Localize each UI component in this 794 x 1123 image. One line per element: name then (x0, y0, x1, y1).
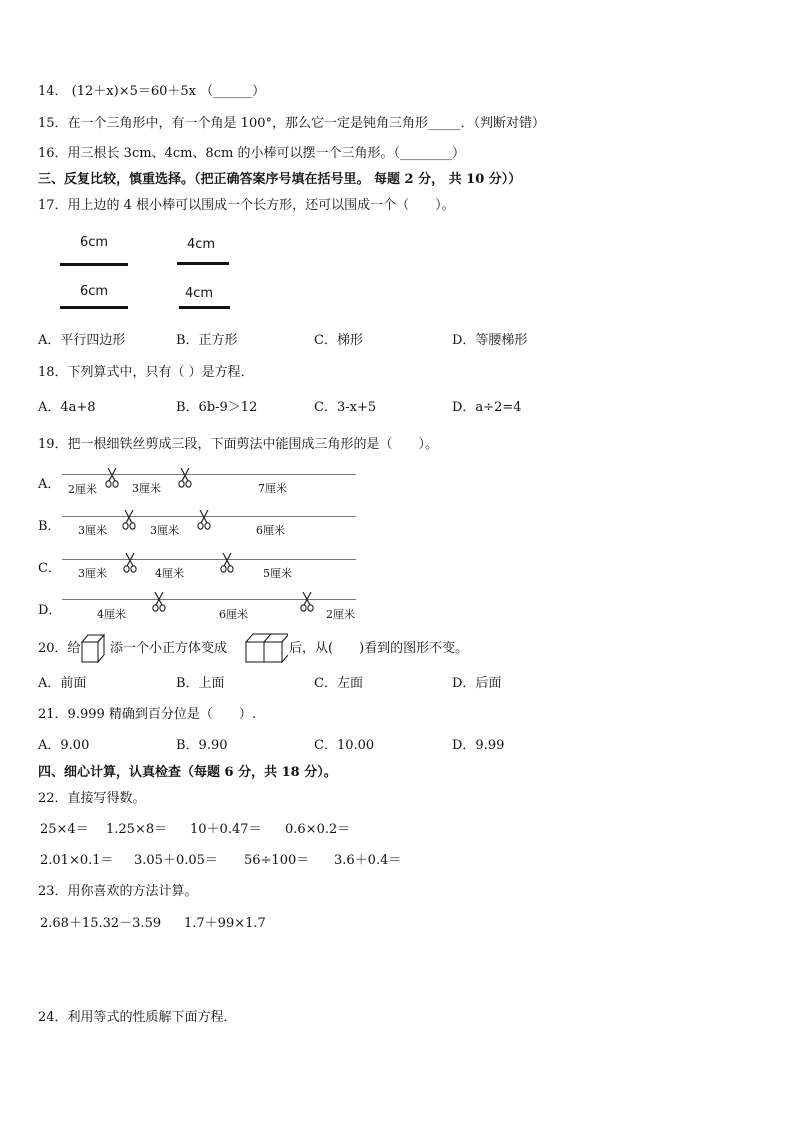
question-20-suffix: 后，从( )看到的图形不变。 (289, 641, 469, 656)
segment-label: 2厘米 (326, 608, 355, 621)
segment-label: 3厘米 (150, 524, 179, 537)
segment-label: 3厘米 (78, 524, 107, 537)
option-letter: C． (38, 561, 61, 576)
segment-label: 7厘米 (258, 482, 287, 495)
question-21: 21．9.999 精确到百分位是（ ）. (38, 707, 257, 722)
scissors-icon (123, 553, 137, 573)
option-letter: A． (38, 477, 61, 492)
stick (179, 306, 230, 309)
option-a[interactable]: A．平行四边形 (38, 333, 126, 348)
option-d[interactable]: D．a÷2=4 (452, 400, 522, 415)
option-d[interactable]: D．等腰梯形 (452, 333, 528, 348)
scissors-icon (122, 510, 136, 530)
segment-label: 6厘米 (219, 608, 248, 621)
option-c[interactable]: C．10.00 (314, 738, 375, 753)
scissors-icon (220, 553, 234, 573)
option-b[interactable]: B．9.90 (176, 738, 228, 753)
calc-item: 0.6×0.2＝ (285, 822, 351, 837)
question-24: 24．利用等式的性质解下面方程． (38, 1010, 237, 1025)
calc-item: 3.6＋0.4＝ (334, 853, 402, 868)
option-letter: B． (38, 519, 61, 534)
question-23: 23．用你喜欢的方法计算。 (38, 884, 198, 899)
question-22: 22．直接写得数。 (38, 791, 146, 806)
calc-item: 2.01×0.1＝ (40, 853, 114, 868)
segment-label: 3厘米 (132, 482, 161, 495)
calc-item: 1.25×8＝ (106, 822, 168, 837)
calc-item: 56÷100＝ (244, 853, 310, 868)
option-d[interactable]: D．9.99 (452, 738, 505, 753)
question-20-prefix: 20．给 (38, 641, 81, 656)
stick (60, 306, 128, 309)
calc-item: 10＋0.47＝ (190, 822, 262, 837)
calc-expression: 2.68＋15.32－3.59 (40, 916, 162, 931)
scissors-icon (152, 592, 166, 612)
wire-line (62, 559, 356, 560)
option-a[interactable]: A．前面 (38, 676, 87, 691)
stick (60, 263, 128, 266)
option-a[interactable]: A．9.00 (38, 738, 90, 753)
option-d[interactable]: D．后面 (452, 676, 502, 691)
option-b[interactable]: B．6b-9＞12 (176, 400, 258, 415)
option-c[interactable]: C．左面 (314, 676, 363, 691)
question-18: 18．下列算式中，只有（ ）是方程． (38, 365, 254, 380)
option-a[interactable]: A．4a+8 (38, 400, 96, 415)
segment-label: 4厘米 (155, 567, 184, 580)
stick-label: 4cm (185, 286, 214, 301)
option-b[interactable]: B．正方形 (176, 333, 238, 348)
option-c[interactable]: C．3-x+5 (314, 400, 377, 415)
option-letter: D． (38, 603, 62, 618)
calc-expression: 1.7＋99×1.7 (184, 916, 266, 931)
option-b[interactable]: B．上面 (176, 676, 225, 691)
segment-label: 5厘米 (263, 567, 292, 580)
segment-label: 3厘米 (78, 567, 107, 580)
stick-label: 4cm (187, 237, 216, 252)
question-15: 15．在一个三角形中，有一个角是 100°，那么它一定是钝角三角形_____．（判断对错） (38, 116, 545, 131)
calc-item: 25×4＝ (40, 822, 89, 837)
section-3-title: 三、反复比较，慎重选择。（把正确答案序号填在括号里。 每题 2 分， 共 10 分）） (38, 172, 522, 187)
question-19: 19．把一根细铁丝剪成三段，下面剪法中能围成三角形的是（ ）。 (38, 437, 439, 452)
question-17: 17．用上边的 4 根小棒可以围成一个长方形，还可以围成一个（ ）。 (38, 198, 455, 213)
scissors-icon (178, 468, 192, 488)
segment-label: 6厘米 (256, 524, 285, 537)
scissors-icon (105, 468, 119, 488)
question-14: 14． (12＋x)×5＝60＋5x （______） (38, 84, 266, 99)
stick-label: 6cm (80, 284, 109, 299)
segment-label: 4厘米 (97, 608, 126, 621)
two-cubes-icon (244, 630, 288, 664)
question-20-middle: 添一个小正方体变成 (110, 641, 228, 656)
scissors-icon (300, 592, 314, 612)
segment-label: 2厘米 (68, 483, 97, 496)
option-c[interactable]: C．梯形 (314, 333, 363, 348)
scissors-icon (197, 510, 211, 530)
stick-label: 6cm (80, 235, 109, 250)
single-cube-icon (80, 632, 106, 664)
question-16: 16．用三根长 3cm、4cm、8cm 的小棒可以摆一个三角形。（________） (38, 146, 465, 161)
section-4-title: 四、细心计算，认真检查（每题 6 分，共 18 分）。 (38, 765, 337, 780)
calc-item: 3.05＋0.05＝ (134, 853, 218, 868)
stick (177, 262, 229, 265)
